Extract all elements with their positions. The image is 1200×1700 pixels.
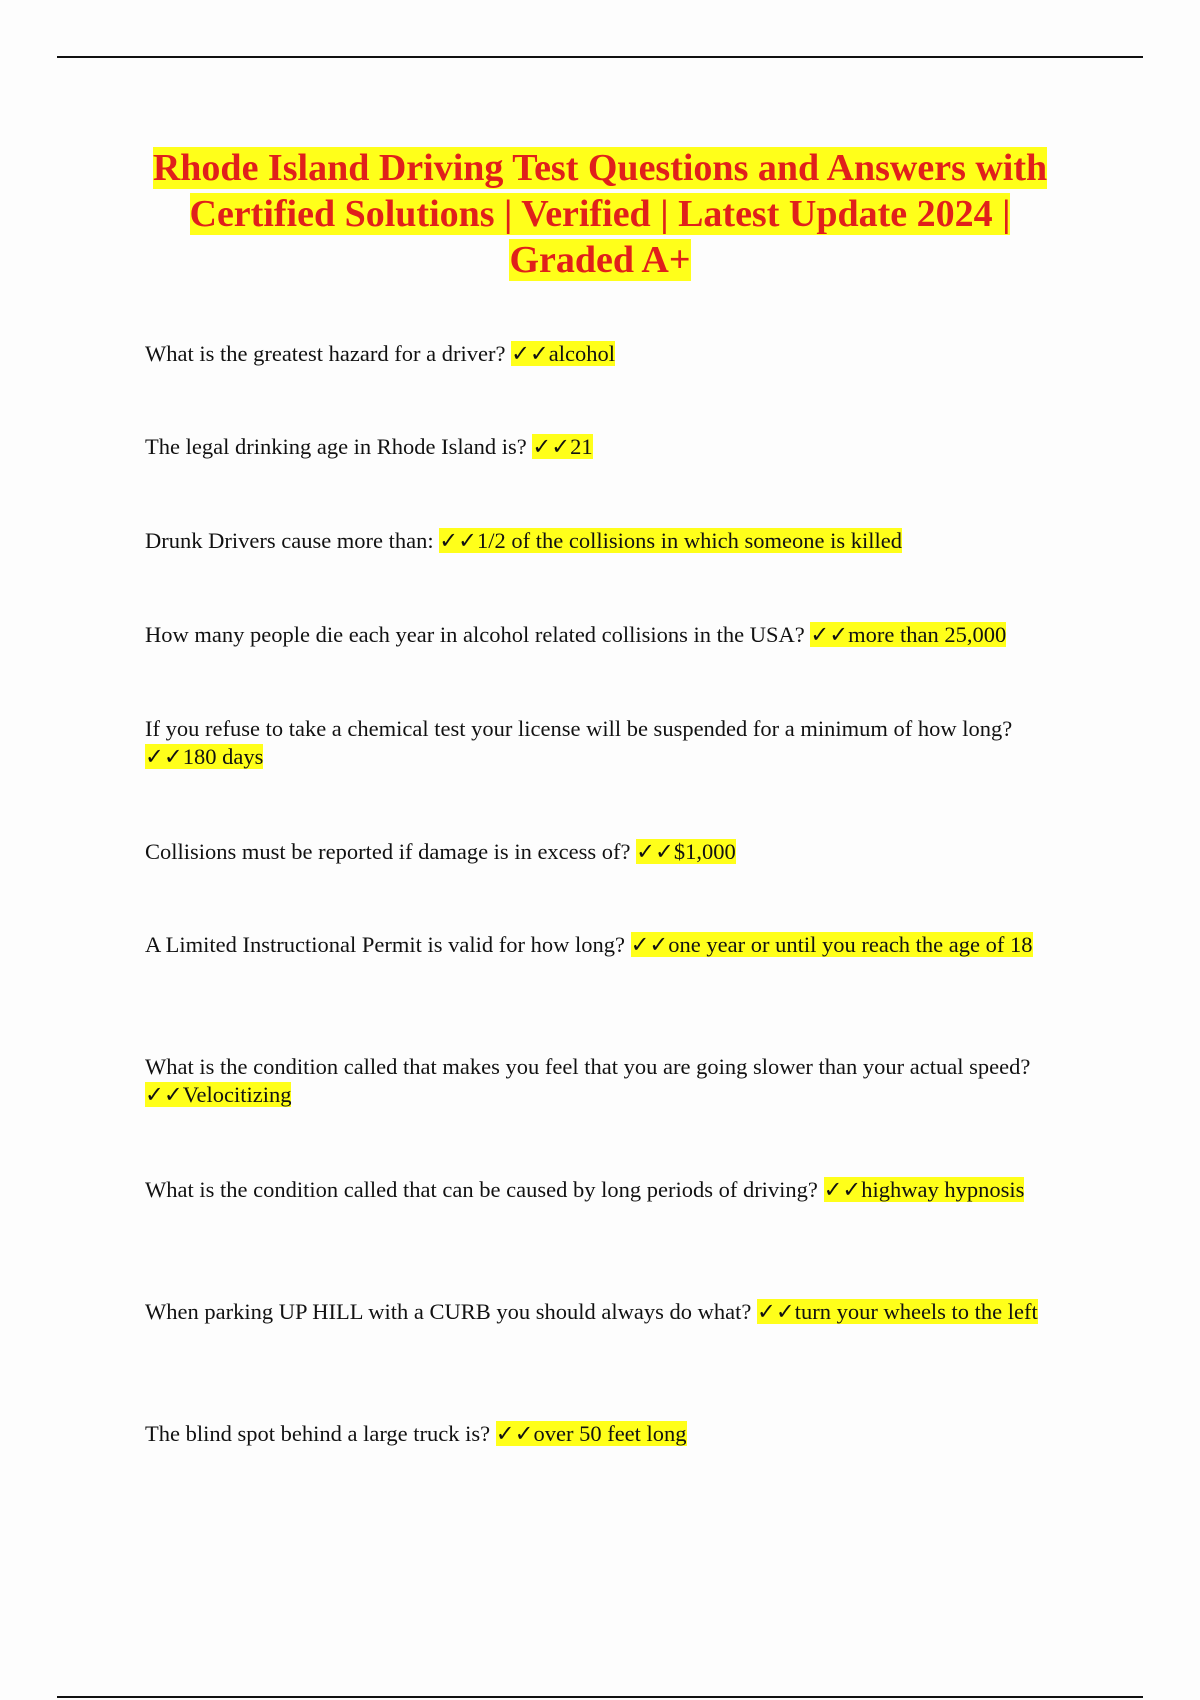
answer-highlight	[757, 1299, 1038, 1324]
answer-text: highway hypnosis	[861, 1177, 1025, 1202]
question-text: The legal drinking age in Rhode Island is?	[145, 434, 527, 459]
qa-item-5	[145, 715, 1085, 771]
bottom-rule	[57, 1696, 1143, 1698]
checkmark-icon: ✓✓	[145, 1082, 183, 1107]
checkmark-icon: ✓✓	[823, 1177, 862, 1202]
checkmark-icon: ✓✓	[439, 528, 477, 553]
question-text: A Limited Instructional Permit is valid for how long?	[145, 932, 625, 957]
top-rule	[57, 56, 1143, 58]
answer-highlight	[636, 839, 736, 864]
answer-text: one year or until you reach the age of 18	[668, 932, 1033, 957]
qa-item-10	[145, 1298, 1085, 1326]
checkmark-icon: ✓✓	[511, 341, 549, 366]
answer-text: more than 25,000	[848, 622, 1007, 647]
question-text: When parking UP HILL with a CURB you should always do what?	[145, 1299, 752, 1324]
qa-item-3	[145, 527, 1085, 555]
document-title	[130, 145, 1070, 283]
answer-text: over 50 feet long	[533, 1421, 687, 1446]
qa-item-4	[145, 621, 1085, 649]
title-highlight: Rhode Island Driving Test Questions and Answers with Certified Solutions | Verified | Latest Update 2024 | Graded A+	[152, 147, 1048, 281]
question-text: What is the condition called that can be caused by long periods of driving?	[145, 1177, 818, 1202]
question-text: If you refuse to take a chemical test your license will be suspended for a minimum of how long?	[145, 716, 1013, 741]
answer-text: 180 days	[182, 744, 264, 769]
answer-text: 1/2 of the collisions in which someone is killed	[477, 528, 902, 553]
qa-item-2	[145, 433, 1085, 461]
qa-item-8	[145, 1053, 1085, 1109]
qa-item-1	[145, 340, 1085, 368]
answer-text: turn your wheels to the left	[794, 1299, 1038, 1324]
answer-highlight	[810, 622, 1006, 647]
answer-highlight	[439, 528, 902, 553]
answer-highlight	[496, 1421, 687, 1446]
checkmark-icon: ✓✓	[630, 932, 669, 957]
question-text: How many people die each year in alcohol related collisions in the USA?	[145, 622, 805, 647]
checkmark-icon: ✓✓	[810, 622, 849, 647]
qa-item-11	[145, 1420, 1085, 1448]
checkmark-icon: ✓✓	[636, 839, 674, 864]
question-text: The blind spot behind a large truck is?	[145, 1421, 491, 1446]
answer-highlight	[511, 341, 615, 366]
answer-text: 21	[570, 434, 593, 459]
answer-text: Velocitizing	[182, 1082, 292, 1107]
answer-highlight	[631, 932, 1033, 957]
question-text: What is the condition called that makes you feel that you are going slower than your actual speed?	[145, 1054, 1031, 1079]
answer-highlight	[532, 434, 592, 459]
question-text: What is the greatest hazard for a driver?	[145, 341, 506, 366]
qa-item-7	[145, 931, 1085, 959]
qa-item-9	[145, 1176, 1085, 1204]
answer-text: alcohol	[548, 341, 616, 366]
checkmark-icon: ✓✓	[757, 1299, 795, 1324]
answer-highlight	[824, 1177, 1025, 1202]
answer-text: $1,000	[673, 839, 736, 864]
checkmark-icon: ✓✓	[145, 744, 183, 769]
answer-highlight	[145, 744, 263, 769]
qa-item-6	[145, 838, 1085, 866]
checkmark-icon: ✓✓	[495, 1421, 534, 1446]
checkmark-icon: ✓✓	[532, 434, 571, 459]
answer-highlight	[145, 1082, 291, 1107]
question-text: Drunk Drivers cause more than:	[145, 528, 434, 553]
question-text: Collisions must be reported if damage is in excess of?	[145, 839, 631, 864]
